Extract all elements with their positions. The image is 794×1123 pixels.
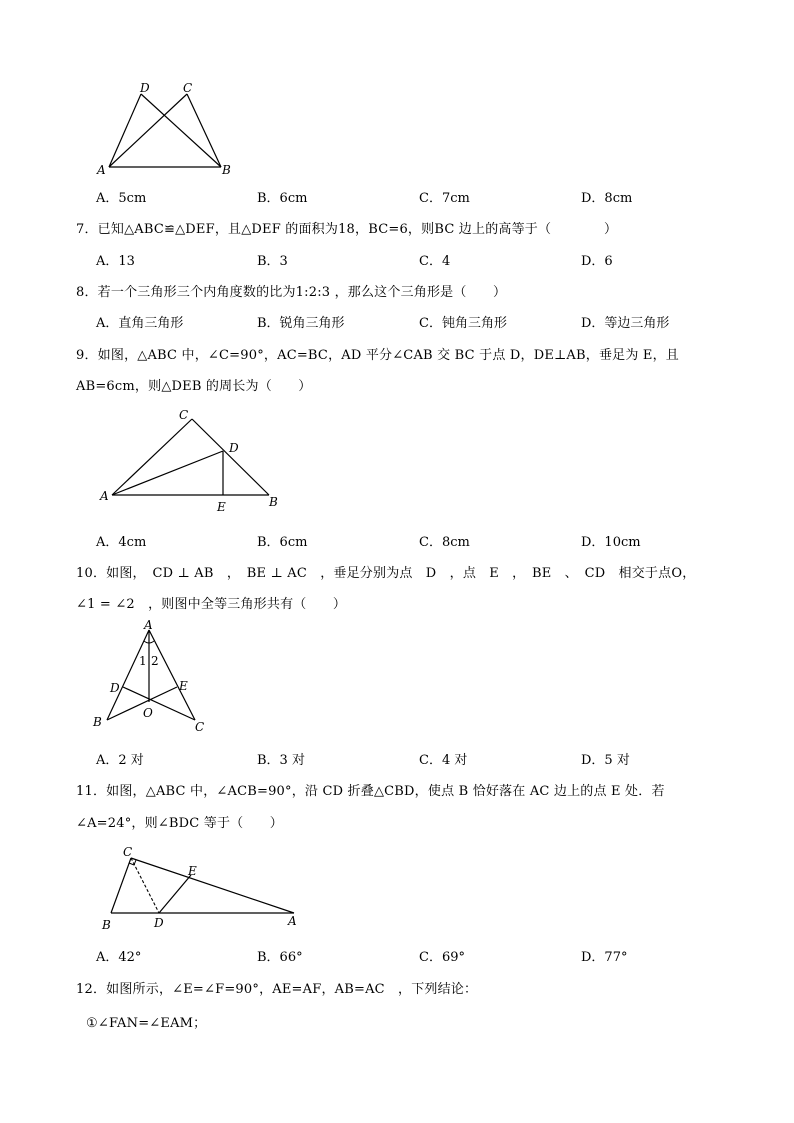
q9-option-c[interactable]: C．8cm bbox=[419, 535, 470, 550]
line-ac bbox=[112, 419, 192, 495]
q7-option-b[interactable]: B．3 bbox=[257, 254, 288, 269]
q8-option-d[interactable]: D．等边三角形 bbox=[581, 316, 670, 331]
q6-option-c[interactable]: C．7cm bbox=[419, 191, 470, 206]
label-2: 2 bbox=[151, 654, 159, 668]
label-o: O bbox=[143, 706, 153, 720]
label-c: C bbox=[179, 408, 189, 422]
question-7-text: 7．已知△ABC≌△DEF，且△DEF 的面积为18，BC=6，则BC 边上的高等于（ ） bbox=[76, 222, 618, 237]
q9-option-d[interactable]: D．10cm bbox=[581, 535, 641, 550]
question-12-item-1: ①∠FAN=∠EAM； bbox=[86, 1016, 207, 1031]
label-e: E bbox=[179, 679, 188, 693]
label-d: D bbox=[154, 916, 164, 930]
label-a: A bbox=[100, 489, 109, 503]
label-d: D bbox=[229, 441, 239, 455]
label-d: D bbox=[110, 681, 120, 695]
label-c: C bbox=[123, 845, 133, 859]
q11-option-b[interactable]: B．66° bbox=[257, 950, 303, 965]
question-9-line-1: 9．如图，△ABC 中，∠C=90°，AC=BC，AD 平分∠CAB 交 BC 于点 D，DE⊥AB，垂足为 E，且 bbox=[76, 348, 679, 363]
line-ad bbox=[109, 94, 141, 167]
label-b: B bbox=[93, 715, 102, 729]
line-cb bbox=[187, 94, 221, 167]
line-ac bbox=[149, 630, 195, 720]
label-a: A bbox=[144, 618, 153, 632]
label-b: B bbox=[269, 495, 278, 509]
q10-option-c[interactable]: C．4 对 bbox=[419, 753, 468, 768]
label-a: A bbox=[97, 163, 106, 177]
q11-option-d[interactable]: D．77° bbox=[581, 950, 628, 965]
q6-option-a[interactable]: A．5cm bbox=[96, 191, 147, 206]
q6-option-d[interactable]: D．8cm bbox=[581, 191, 633, 206]
label-e: E bbox=[217, 500, 226, 514]
label-b: B bbox=[102, 918, 111, 932]
q10-option-b[interactable]: B．3 对 bbox=[257, 753, 305, 768]
line-ac bbox=[109, 94, 187, 167]
figure-q11 bbox=[95, 838, 310, 938]
question-9-line-2: AB=6cm，则△DEB 的周长为（ ） bbox=[76, 379, 312, 394]
q10-option-a[interactable]: A．2 对 bbox=[96, 753, 144, 768]
label-d: D bbox=[140, 81, 150, 95]
question-11-line-2: ∠A=24°，则∠BDC 等于（ ） bbox=[76, 816, 283, 831]
label-1: 1 bbox=[139, 654, 147, 668]
q7-option-c[interactable]: C．4 bbox=[419, 254, 451, 269]
q8-option-c[interactable]: C．钝角三角形 bbox=[419, 316, 507, 331]
q7-option-d[interactable]: D．6 bbox=[581, 254, 613, 269]
question-11-line-1: 11．如图，△ABC 中，∠ACB=90°，沿 CD 折叠△CBD，使点 B 恰好落在 AC 边上的点 E 处．若 bbox=[76, 784, 665, 799]
q7-option-a[interactable]: A．13 bbox=[96, 254, 135, 269]
q8-option-b[interactable]: B．锐角三角形 bbox=[257, 316, 345, 331]
question-10-line-2: ∠1 = ∠2 ，则图中全等三角形共有（ ） bbox=[76, 597, 347, 612]
label-b: B bbox=[222, 163, 231, 177]
line-de bbox=[159, 875, 191, 913]
q11-option-a[interactable]: A．42° bbox=[96, 950, 142, 965]
q9-option-a[interactable]: A．4cm bbox=[96, 535, 147, 550]
q9-option-b[interactable]: B．6cm bbox=[257, 535, 308, 550]
line-ad bbox=[112, 451, 223, 495]
label-e: E bbox=[188, 864, 197, 878]
question-12-line-1: 12．如图所示，∠E=∠F=90°，AE=AF，AB=AC ，下列结论： bbox=[76, 982, 478, 997]
figure-q6 bbox=[90, 76, 250, 181]
figure-q9 bbox=[95, 405, 295, 515]
q8-option-a[interactable]: A．直角三角形 bbox=[96, 316, 184, 331]
question-10-line-1: 10．如图， CD ⊥ AB ， BE ⊥ AC ，垂足分别为点 D ，点 E ， BE 、 CD 相交于点O， bbox=[76, 566, 696, 581]
q11-option-c[interactable]: C．69° bbox=[419, 950, 465, 965]
question-8-text: 8．若一个三角形三个内角度数的比为1:2:3 ，那么这个三角形是（ ） bbox=[76, 285, 507, 300]
q10-option-d[interactable]: D．5 对 bbox=[581, 753, 630, 768]
q6-option-b[interactable]: B．6cm bbox=[257, 191, 308, 206]
line-db bbox=[141, 94, 221, 167]
line-ca bbox=[131, 858, 294, 913]
label-a: A bbox=[288, 914, 297, 928]
label-c: C bbox=[195, 720, 205, 734]
label-c: C bbox=[183, 81, 193, 95]
figure-q10 bbox=[88, 615, 218, 740]
line-cb bbox=[111, 858, 131, 913]
line-cb bbox=[192, 419, 269, 495]
